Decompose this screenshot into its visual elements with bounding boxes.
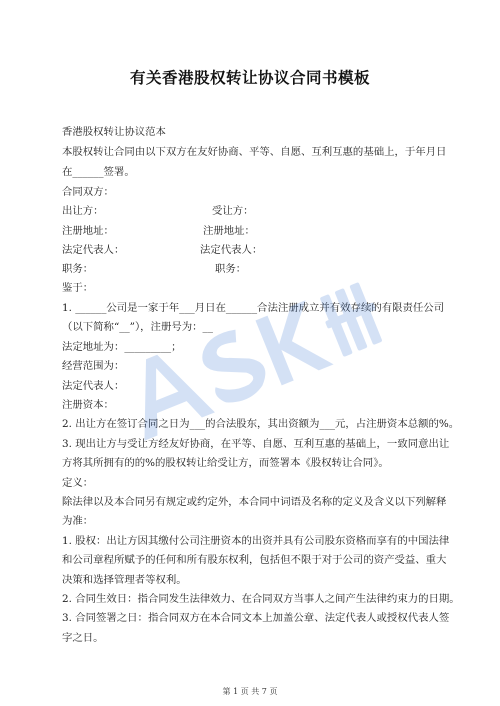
doc-line: 香港股权转让协议范本 <box>62 126 166 138</box>
doc-line-right: 职务： <box>215 263 247 275</box>
doc-line: 1. 股权：出让方因其缴付公司注册资本的出资并具有公司股东资格而享有的中国法律 <box>62 535 450 547</box>
doc-line: 注册地址： <box>62 225 114 237</box>
doc-line: 法定地址为：_________； <box>62 341 182 353</box>
doc-line: 3. 合同签署之日：指合同双方在本合同文本上加盖公章、法定代表人或授权代表人签 <box>62 612 450 624</box>
doc-line: 为准： <box>62 515 94 527</box>
page-footer: 第 1 页 共 7 页 <box>222 687 278 696</box>
doc-line: 经营范围为： <box>62 360 125 372</box>
doc-line-right: 注册地址： <box>203 225 255 237</box>
doc-line: 3. 现出让方与受让方经友好协商，在平等、自愿、互利互惠的基础上，一致同意出让 <box>62 438 450 450</box>
doc-line: 法定代表人： <box>62 380 125 392</box>
doc-line: 2. 合同生效日：指合同发生法律效力、在合同双方当事人之间产生法律约束力的日期。 <box>62 593 460 605</box>
doc-line: 本股权转让合同由以下双方在友好协商、平等、自愿、互利互惠的基础上，于年月日 <box>62 146 447 158</box>
doc-line: 职务： <box>62 263 94 275</box>
doc-line: 决策和选择管理者等权利。 <box>62 574 187 586</box>
doc-line: 除法律以及本合同另有规定或约定外，本合同中词语及名称的定义及含义以下列解释 <box>62 496 447 508</box>
doc-line: 出让方： <box>62 205 104 217</box>
doc-line: 注册资本： <box>62 399 114 411</box>
doc-line: 法定代表人： <box>62 244 125 256</box>
doc-line: 字之日。 <box>62 632 104 644</box>
doc-line: （以下简称“__”），注册号为：__ <box>62 321 213 333</box>
doc-line: 在______签署。 <box>62 166 135 178</box>
doc-line: 1. ______公司是一家于年___月日在______合法注册成立并有效存续的有限责任公司 <box>62 302 445 314</box>
doc-line-right: 受让方： <box>212 205 254 217</box>
document-title: 有关香港股权转让协议合同书模板 <box>129 69 370 87</box>
doc-line: 鉴于： <box>62 282 94 294</box>
ask-watermark-logo <box>90 248 409 462</box>
doc-line: 和公司章程所赋予的任何和所有股东权利，包括但不限于对于公司的资产受益、重大 <box>62 554 447 566</box>
doc-line: 方将其所拥有的的%的股权转让给受让方，而签署本《股权转让合同》。 <box>62 457 389 469</box>
doc-line-right: 法定代表人： <box>200 244 263 256</box>
doc-line: 2. 出让方在签订合同之日为___的合法股东，其出资额为___元，占注册资本总额的%。 <box>62 418 460 430</box>
doc-line: 合同双方： <box>62 186 114 198</box>
doc-line: 定义： <box>62 477 94 489</box>
